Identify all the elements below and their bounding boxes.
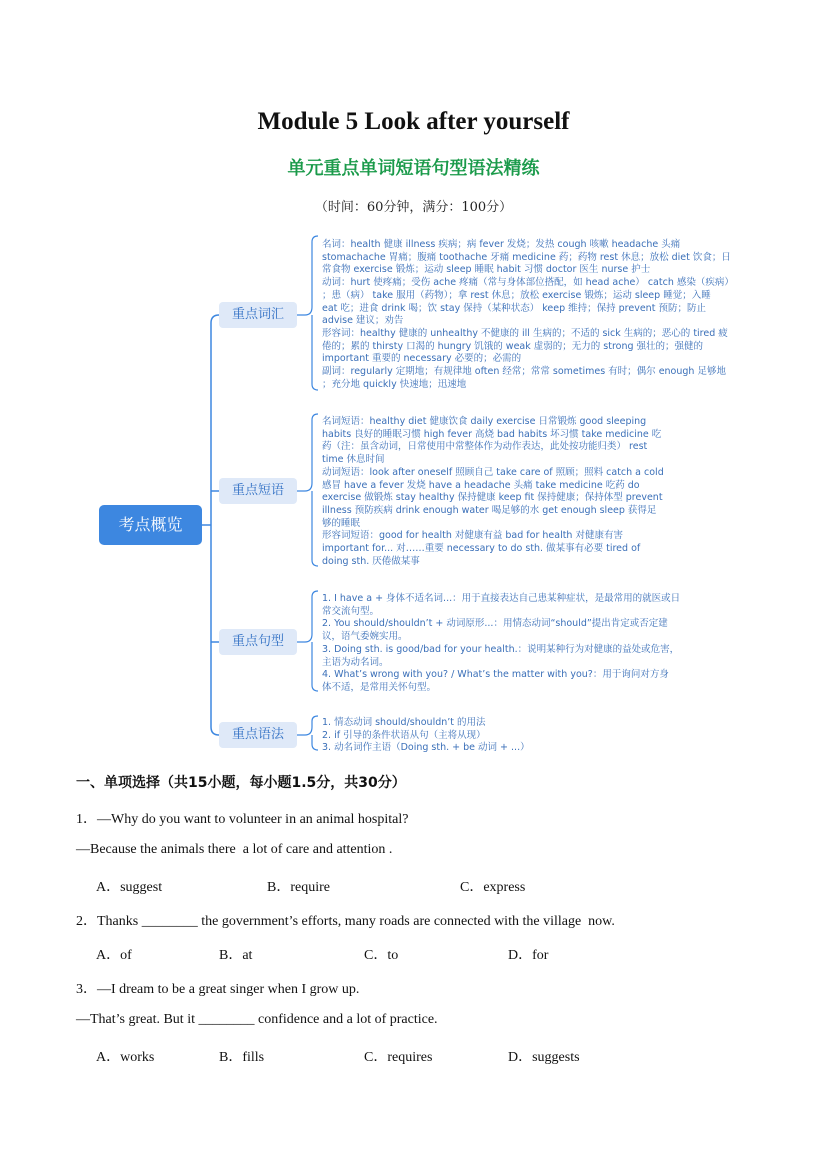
note-line: exercise 做锻炼 stay healthy 保持健康 keep fit 保持健康；保持体型 prevent [322, 492, 663, 504]
note-line: 4. What’s wrong with you? / What’s the matter with you?：用于询问对方身 [322, 669, 669, 681]
note-line: 形容词短语：good for health 对健康有益 bad for health 对健康有害 [322, 530, 623, 542]
question-2-option-c[interactable]: C．to [364, 948, 399, 963]
question-1-stem: 1．—Why do you want to volunteer in an animal hospital? [76, 812, 409, 827]
branch-key-phrases: 重点短语 [219, 478, 297, 504]
phrases-notes [322, 416, 687, 568]
note-line: illness 预防疾病 drink enough water 喝足够的水 get enough sleep 获得足 [322, 504, 657, 516]
note-line: important for... 对……重要 necessary to do sth. 做某事有必要 tired of [322, 543, 641, 555]
page-subtitle: 单元重点单词短语句型语法精练 [287, 158, 540, 179]
note-line: habits 良好的睡眠习惯 high fever 高烧 bad habits 坏习惯 take medicine 吃 [322, 428, 662, 440]
note-line: 3. Doing sth. is good/bad for your health.：说明某种行为对健康的益处或危害， [322, 643, 680, 655]
question-3-option-a[interactable]: A．works [96, 1050, 155, 1065]
question-3-answer-line: —That’s great. But it ________ confidence and a lot of practice. [76, 1012, 438, 1027]
section-heading: 一、单项选择（共15小题，每小题1.5分，共30分） [76, 775, 406, 791]
question-3-stem: 3．—I dream to be a great singer when I grow up. [76, 982, 360, 997]
question-2-option-d[interactable]: D．for [508, 948, 549, 963]
branch-key-grammar: 重点语法 [219, 722, 297, 748]
question-2-option-a[interactable]: A．of [96, 948, 132, 963]
note-line: 1. I have a + 身体不适名词...：用于直接表达自己患某种症状，是最常用的就医或日 [322, 593, 681, 604]
note-line: 主语为动名词。 [322, 656, 389, 668]
note-line: ；患（病） take 服用（药物）；拿 rest 休息；放松 exercise 锻炼；运动 sleep 睡觉；入睡 [322, 289, 711, 301]
note-line: 感冒 have a fever 发烧 have a headache 头痛 take medicine 吃药 do [322, 479, 640, 491]
question-1-option-c[interactable]: C．express [460, 880, 526, 895]
note-line: stomachache 胃痛；腹痛 toothache 牙痛 medicine 药；药物 rest 休息；放松 diet 饮食；日 [322, 251, 731, 263]
note-line: doing sth. 厌倦做某事 [322, 555, 420, 567]
question-3-option-b[interactable]: B．fills [219, 1050, 265, 1065]
question-3-option-c[interactable]: C．requires [364, 1050, 433, 1065]
note-line: important 重要的 necessary 必要的；必需的 [322, 353, 522, 365]
note-line: 倦的；累的 thirsty 口渴的 hungry 饥饿的 weak 虚弱的；无力的 strong 强壮的；强健的 [322, 340, 704, 352]
note-line: 名词短语：healthy diet 健康饮食 daily exercise 日常锻炼 good sleeping [322, 416, 647, 427]
note-line: eat 吃；进食 drink 喝；饮 stay 保持（某种状态） keep 维持；保持 prevent 预防；防止 [322, 302, 706, 314]
note-line: 药（注：虽含动词，日常使用中常整体作为动作表达，此处按功能归类） rest [322, 441, 648, 453]
question-1-option-b[interactable]: B．require [267, 880, 330, 895]
question-1-option-a[interactable]: A．suggest [96, 880, 163, 895]
note-line: advise 建议；劝告 [322, 315, 404, 327]
question-1-answer-line: —Because the animals there a lot of care and attention . [76, 842, 393, 857]
branch-key-sentences: 重点句型 [219, 629, 297, 655]
question-2-option-b[interactable]: B．at [219, 948, 253, 963]
note-line: 2. if 引导的条件状语从句（主将从现） [322, 729, 486, 741]
note-line: time 休息时间 [322, 454, 385, 466]
page-title: Module 5 Look after yourself [257, 108, 570, 135]
note-line: 常交流句型。 [322, 605, 380, 617]
note-line: 副词：regularly 定期地；有规律地 often 经常；常常 sometimes 有时；偶尔 enough 足够地 [322, 366, 726, 378]
mindmap-root: 考点概览 [99, 505, 202, 545]
note-line: 1. 情态动词 should/shouldn’t 的用法 [322, 717, 486, 728]
branch-key-vocabulary: 重点词汇 [219, 302, 297, 328]
vocabulary-notes [322, 239, 752, 391]
time-info: （时间：60分钟，满分：100分） [314, 200, 513, 215]
note-line: 动词：hurt 使疼痛；受伤 ache 疼痛（常与身体部位搭配，如 head ache） catch 感染（疾病） [322, 277, 734, 289]
sentences-notes [322, 593, 702, 695]
note-line: 3. 动名词作主语（Doing sth. + be 动词 + ...） [322, 742, 530, 754]
note-line: 2. You should/shouldn’t + 动词原形...：用情态动词“should”提出肯定或否定建 [322, 618, 668, 630]
note-line: ；充分地 quickly 快速地；迅速地 [322, 378, 467, 390]
note-line: 名词：health 健康 illness 疾病；病 fever 发烧；发热 cough 咳嗽 headache 头痛 [322, 239, 681, 250]
note-line: 体不适，是常用关怀句型。 [322, 681, 437, 693]
question-2-stem: 2．Thanks ________ the government’s efforts, many roads are connected with the village now. [76, 914, 615, 929]
note-line: 够的睡眠 [322, 517, 361, 529]
note-line: 议，语气委婉实用。 [322, 631, 408, 643]
grammar-notes [322, 717, 622, 755]
note-line: 常食物 exercise 锻炼；运动 sleep 睡眠 habit 习惯 doctor 医生 nurse 护士 [322, 264, 651, 276]
question-3-option-d[interactable]: D．suggests [508, 1050, 580, 1065]
note-line: 形容词：healthy 健康的 unhealthy 不健康的 ill 生病的；不适的 sick 生病的；恶心的 tired 疲 [322, 327, 728, 339]
note-line: 动词短语：look after oneself 照顾自己 take care of 照顾；照料 catch a cold [322, 466, 664, 478]
